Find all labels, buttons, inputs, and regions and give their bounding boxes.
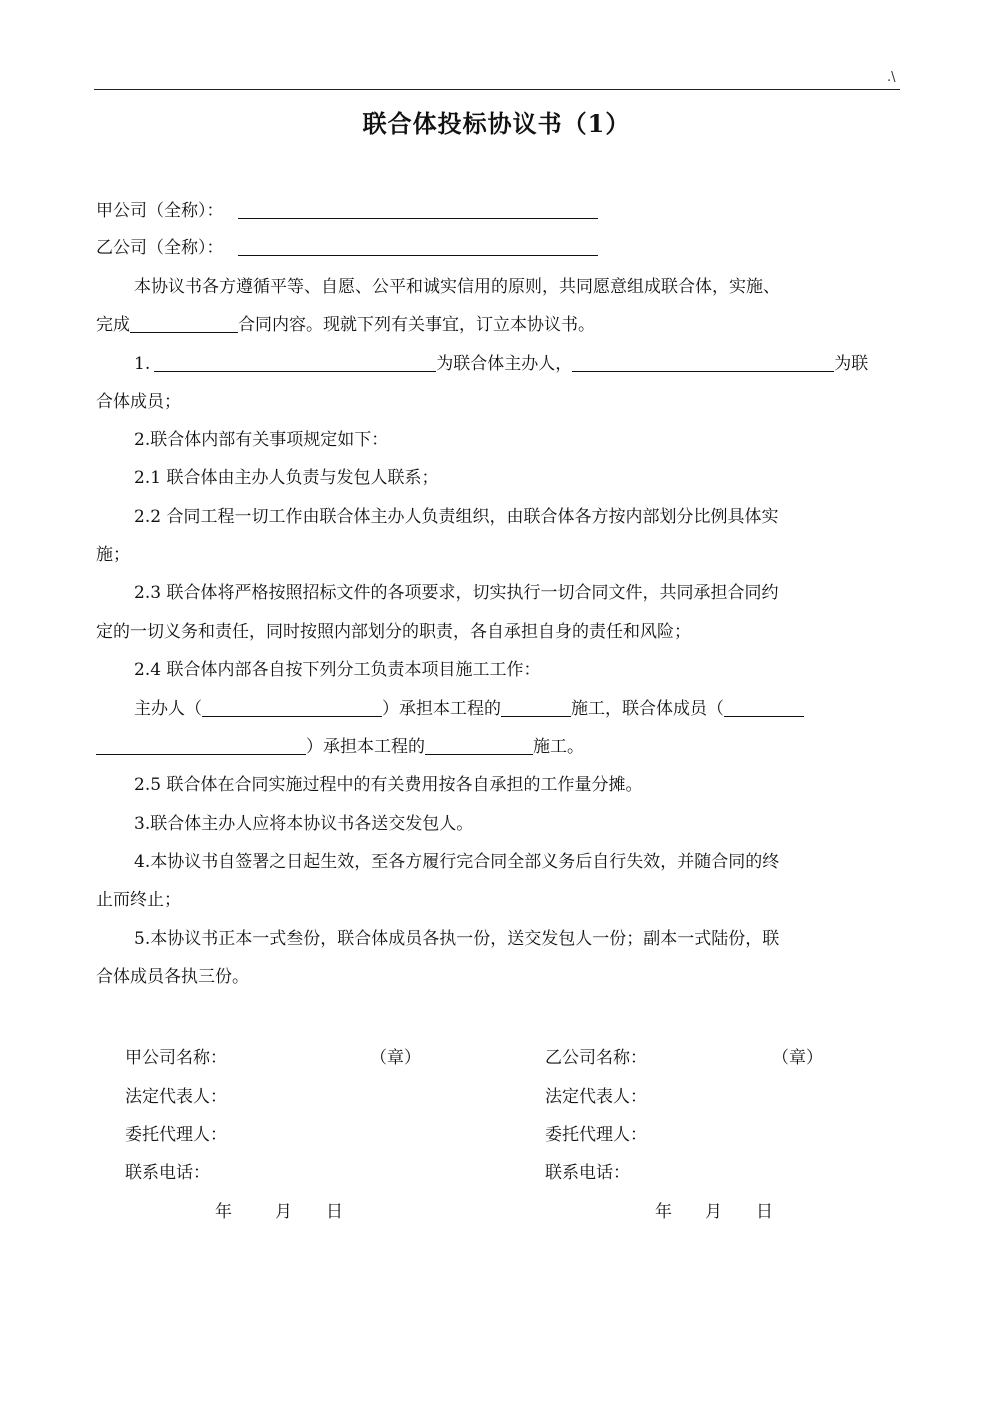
party-b-line <box>96 238 598 258</box>
project-blank <box>130 315 238 333</box>
clause-2-4: 2.4 联合体内部各自按下列分工负责本项目施工工作： <box>134 660 541 680</box>
lead-member-blank <box>154 354 436 372</box>
lead-blank <box>202 699 382 717</box>
clause-2-3-line-1: 2.3 联合体将严格按照招标文件的各项要求，切实执行一切合同文件，共同承担合同约 <box>134 583 779 603</box>
clause-4-line-1: 4.本协议书自签署之日起生效，至各方履行完合同全部义务后自行失效，并随合同的终 <box>134 852 780 872</box>
clause-4-line-2: 止而终止； <box>96 890 181 910</box>
clause-2: 2.联合体内部有关事项规定如下： <box>134 430 389 450</box>
clause-2-4-line-b: ）承担本工程的 施工。 <box>96 737 584 757</box>
sig-b-day: 日 <box>756 1202 773 1222</box>
sig-b-phone: 联系电话： <box>545 1163 630 1183</box>
header-mark: .\ <box>887 70 896 85</box>
clause-2-3-line-2: 定的一切义务和责任，同时按照内部划分的职责，各自承担自身的责任和风险； <box>96 622 691 642</box>
party-a-line <box>96 201 598 221</box>
document-title: 联合体投标协议书（1） <box>362 109 631 138</box>
sig-a-agent: 委托代理人： <box>125 1125 227 1145</box>
sig-a-company: 甲公司名称： <box>125 1048 227 1068</box>
sig-a-year: 年 <box>215 1202 232 1222</box>
member-blank <box>572 354 834 372</box>
party-a-label: 甲公司（全称）： <box>96 201 224 221</box>
sig-b-rep: 法定代表人： <box>545 1087 647 1107</box>
clause-2-4-line-a: 主办人（ ）承担本工程的 施工，联合体成员（ <box>134 699 804 719</box>
sig-b-company: 乙公司名称： <box>545 1048 647 1068</box>
member-work-blank <box>425 737 533 755</box>
lead-work-blank <box>501 699 571 717</box>
sig-b-agent: 委托代理人： <box>545 1125 647 1145</box>
clause-1-line-2: 合体成员； <box>96 392 181 412</box>
party-b-label: 乙公司（全称）： <box>96 238 224 258</box>
sig-a-seal: （章） <box>370 1048 421 1068</box>
clause-3: 3.联合体主办人应将本协议书各送交发包人。 <box>134 814 474 834</box>
sig-b-month: 月 <box>705 1202 722 1222</box>
sig-b-seal: （章） <box>772 1048 823 1068</box>
clause-2-1: 2.1 联合体由主办人负责与发包人联系； <box>134 468 439 488</box>
sig-a-rep: 法定代表人： <box>125 1087 227 1107</box>
intro-line-1: 本协议书各方遵循平等、自愿、公平和诚实信用的原则，共同愿意组成联合体，实施、 <box>134 277 780 297</box>
clause-5-line-1: 5.本协议书正本一式叁份，联合体成员各执一份，送交发包人一份；副本一式陆份，联 <box>134 929 780 949</box>
member-name-blank-end <box>96 737 306 755</box>
sig-a-day: 日 <box>326 1202 343 1222</box>
sig-a-phone: 联系电话： <box>125 1163 210 1183</box>
clause-5-line-2: 合体成员各执三份。 <box>96 967 249 987</box>
header-rule <box>94 89 900 90</box>
party-a-blank <box>238 201 598 219</box>
sig-b-year: 年 <box>655 1202 672 1222</box>
sig-a-month: 月 <box>275 1202 292 1222</box>
intro-line-2: 完成 合同内容。现就下列有关事宜，订立本协议书。 <box>96 315 595 335</box>
clause-1-line-1: 1. 为联合体主办人， 为联 <box>134 354 869 374</box>
clause-2-5: 2.5 联合体在合同实施过程中的有关费用按各自承担的工作量分摊。 <box>134 775 643 795</box>
party-b-blank <box>238 238 598 256</box>
clause-2-2-line-1: 2.2 合同工程一切工作由联合体主办人负责组织，由联合体各方按内部划分比例具体实 <box>134 507 779 527</box>
member-name-blank-start <box>724 699 804 717</box>
clause-2-2-line-2: 施； <box>96 545 130 565</box>
